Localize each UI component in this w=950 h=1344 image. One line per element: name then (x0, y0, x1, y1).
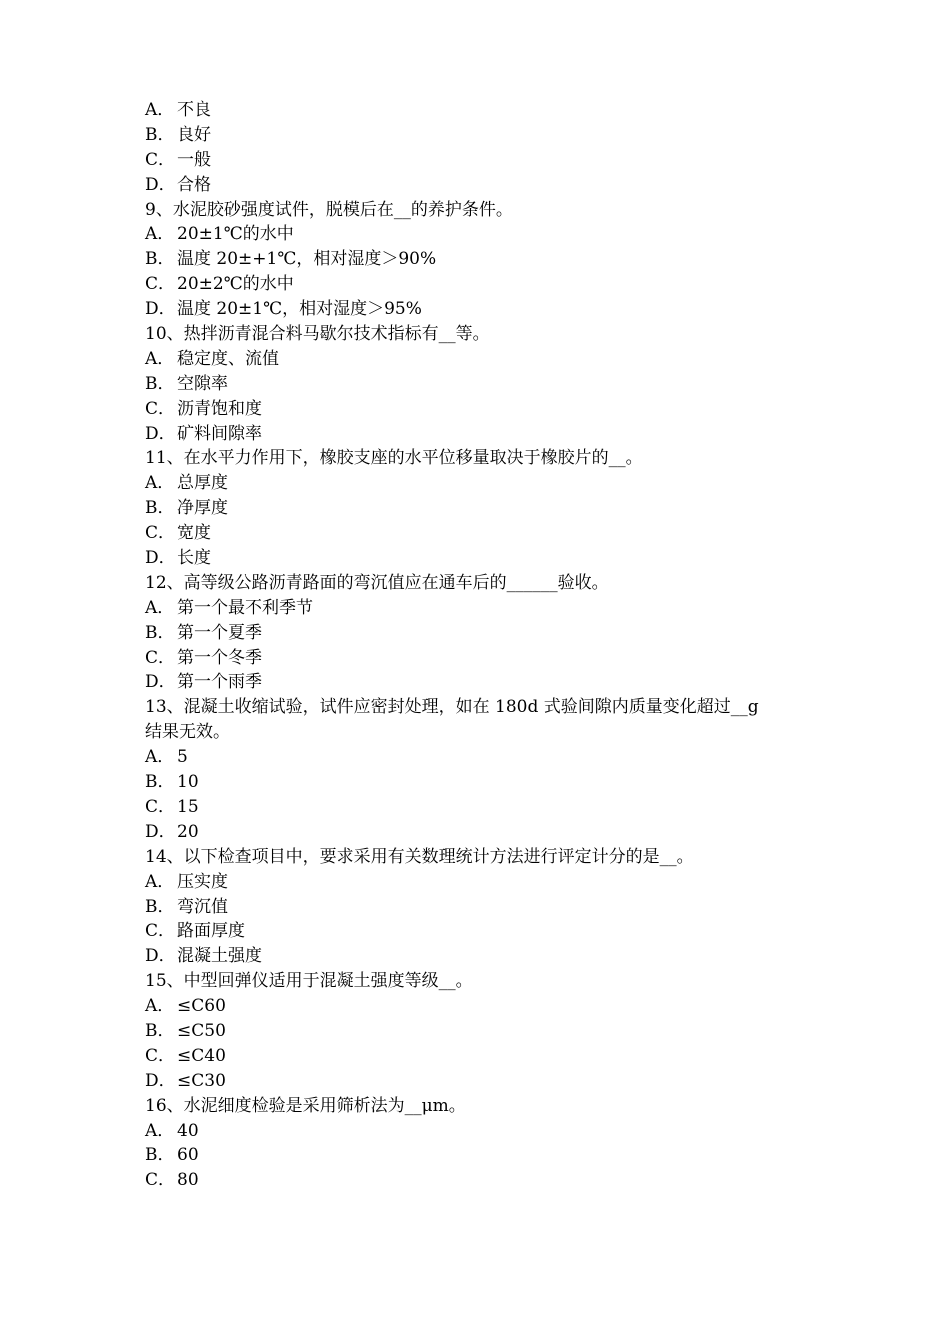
option-b (145, 895, 815, 920)
option-a (145, 347, 815, 372)
option-letter: D． (145, 174, 176, 195)
question-text-continued: 结果无效。 (145, 722, 230, 743)
option-c (145, 148, 815, 173)
option-text: 10 (177, 772, 199, 793)
option-letter: B． (145, 498, 175, 519)
option-text: 空隙率 (177, 373, 228, 394)
option-letter: A． (145, 1120, 175, 1141)
option-a (145, 745, 815, 770)
option-letter: A． (145, 747, 175, 768)
option-text: 第一个夏季 (177, 622, 262, 643)
option-letter: B． (145, 249, 175, 270)
option-c (145, 521, 815, 546)
option-letter: C． (145, 274, 176, 295)
option-text: 不良 (177, 100, 211, 120)
option-letter: B． (145, 896, 175, 917)
option-letter: A． (145, 348, 175, 369)
option-d (145, 670, 815, 695)
option-text: 15 (177, 796, 199, 817)
option-c (145, 1168, 815, 1193)
option-letter: C． (145, 1170, 176, 1191)
option-b (145, 1143, 815, 1168)
option-text: 混凝土强度 (177, 946, 262, 967)
option-text: 良好 (177, 124, 211, 145)
question-text: 14、以下检查项目中，要求采用有关数理统计方法进行评定计分的是__。 (145, 846, 694, 867)
option-text: 弯沉值 (177, 896, 228, 917)
option-letter: A． (145, 224, 175, 245)
option-text: 稳定度、流值 (177, 348, 279, 369)
question-list (145, 98, 815, 1193)
question-block (145, 969, 815, 1093)
option-letter: A． (145, 996, 175, 1017)
option-b (145, 123, 815, 148)
option-letter: C． (145, 523, 176, 544)
option-letter: B． (145, 1145, 175, 1166)
option-letter: B． (145, 373, 175, 394)
option-text: 第一个冬季 (177, 647, 262, 668)
option-text: 宽度 (177, 523, 211, 544)
option-a (145, 1119, 815, 1144)
option-a (145, 870, 815, 895)
option-d (145, 173, 815, 198)
option-b (145, 247, 815, 272)
option-d (145, 944, 815, 969)
question-block (145, 845, 815, 969)
option-text: 矿料间隙率 (177, 423, 262, 444)
question-block (145, 198, 815, 322)
option-letter: D． (145, 299, 176, 320)
option-c (145, 272, 815, 297)
option-d (145, 422, 815, 447)
option-text: 40 (177, 1120, 199, 1141)
option-b (145, 621, 815, 646)
option-text: 20 (177, 821, 199, 842)
option-letter: B． (145, 622, 175, 643)
option-text: 总厚度 (177, 473, 228, 494)
option-letter: C． (145, 647, 176, 668)
option-letter: B． (145, 1020, 175, 1041)
option-b (145, 1019, 815, 1044)
option-text: ≤C30 (177, 1070, 226, 1091)
option-letter: A． (145, 473, 175, 494)
option-letter: D． (145, 1070, 176, 1091)
question-block (145, 322, 815, 446)
option-c (145, 919, 815, 944)
option-text: 温度 20±+1℃，相对湿度＞90% (177, 249, 437, 270)
option-text: 合格 (177, 174, 211, 195)
option-b (145, 496, 815, 521)
option-letter: D． (145, 548, 176, 569)
option-a (145, 596, 815, 621)
option-text: 20±2℃的水中 (177, 274, 294, 295)
option-a (145, 222, 815, 247)
option-a (145, 471, 815, 496)
option-text: ≤C40 (177, 1045, 226, 1066)
option-c (145, 1044, 815, 1069)
option-a (145, 98, 815, 123)
option-a (145, 994, 815, 1019)
option-d (145, 297, 815, 322)
option-text: 路面厚度 (177, 921, 245, 942)
question-text: 9、水泥胶砂强度试件，脱模后在__的养护条件。 (145, 199, 513, 220)
option-letter: A． (145, 871, 175, 892)
option-d (145, 1069, 815, 1094)
option-letter: C． (145, 149, 176, 170)
option-text: 一般 (177, 149, 211, 170)
option-letter: C． (145, 1045, 176, 1066)
option-text: 长度 (177, 548, 211, 569)
question-block (145, 446, 815, 570)
option-text: ≤C50 (177, 1020, 226, 1041)
question-block (145, 695, 815, 844)
question-block (145, 1094, 815, 1194)
option-letter: D． (145, 672, 176, 693)
question-block (145, 98, 815, 198)
option-letter: D． (145, 821, 176, 842)
option-b (145, 770, 815, 795)
option-c (145, 795, 815, 820)
question-text: 13、混凝土收缩试验，试件应密封处理，如在 180d 式验间隙内质量变化超过__g (145, 697, 759, 718)
option-text: 5 (177, 747, 188, 768)
option-text: 第一个最不利季节 (177, 597, 313, 618)
option-letter: D． (145, 423, 176, 444)
question-text: 11、在水平力作用下，橡胶支座的水平位移量取决于橡胶片的__。 (145, 448, 643, 469)
option-letter: A． (145, 100, 175, 120)
option-letter: D． (145, 946, 176, 967)
option-letter: A． (145, 597, 175, 618)
question-block (145, 571, 815, 695)
option-text: 沥青饱和度 (177, 398, 262, 419)
option-text: 净厚度 (177, 498, 228, 519)
option-letter: C． (145, 921, 176, 942)
question-text: 16、水泥细度检验是采用筛析法为__μm。 (145, 1095, 466, 1116)
option-d (145, 820, 815, 845)
option-c (145, 646, 815, 671)
option-text: 第一个雨季 (177, 672, 262, 693)
option-letter: C． (145, 398, 176, 419)
question-text: 15、中型回弹仪适用于混凝土强度等级__。 (145, 971, 473, 992)
question-text: 12、高等级公路沥青路面的弯沉值应在通车后的______验收。 (145, 572, 609, 593)
option-d (145, 546, 815, 571)
option-text: 60 (177, 1145, 199, 1166)
option-text: 压实度 (177, 871, 228, 892)
option-b (145, 372, 815, 397)
option-text: ≤C60 (177, 996, 226, 1017)
option-text: 温度 20±1℃，相对湿度＞95% (177, 299, 422, 320)
option-letter: C． (145, 796, 176, 817)
option-letter: B． (145, 124, 175, 145)
option-text: 80 (177, 1170, 199, 1191)
option-c (145, 397, 815, 422)
question-text: 10、热拌沥青混合料马歇尔技术指标有__等。 (145, 324, 490, 345)
option-text: 20±1℃的水中 (177, 224, 294, 245)
option-letter: B． (145, 772, 175, 793)
